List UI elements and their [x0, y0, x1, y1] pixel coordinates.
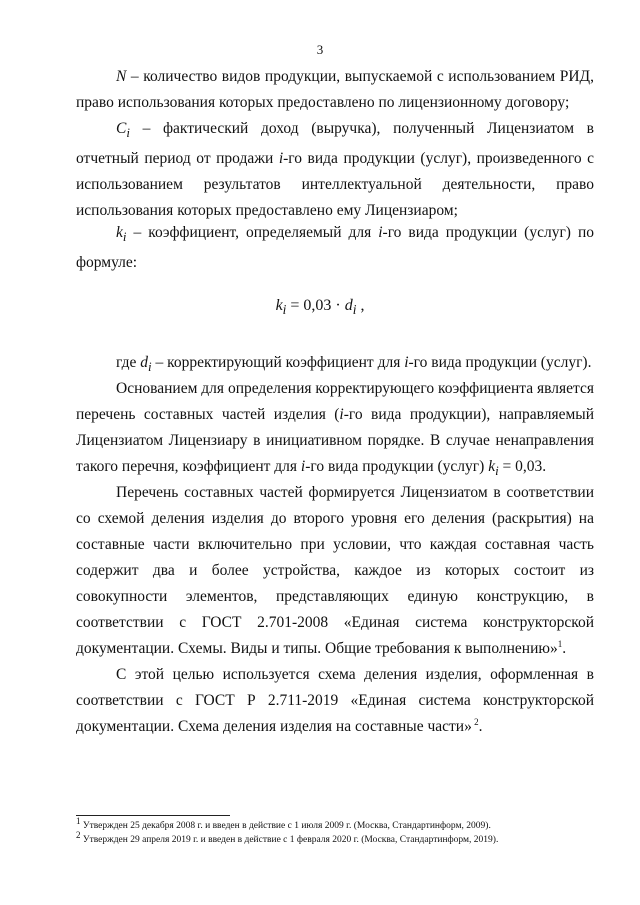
footnote-ref-1[interactable]: 1 — [557, 638, 563, 649]
paragraph-scheme — [76, 662, 594, 740]
footnote-divider — [76, 815, 230, 816]
page-number: 3 — [316, 42, 324, 57]
variable-k: k — [116, 224, 123, 241]
paragraph-basis — [76, 376, 594, 484]
paragraph-text: – корректирующий коэффициент для — [151, 354, 405, 371]
variable-i: i — [278, 150, 284, 168]
subscript-i: i — [126, 125, 130, 141]
subscript-i: i — [495, 463, 499, 479]
paragraph-text: – фактический доход (выручка), полученный Лицензиатом в отчетный период от продажи — [76, 120, 594, 168]
subscript-i: i — [122, 229, 127, 245]
paragraph-text: -го вида продукции (услуг), произведенного с использованием результатов интеллектуальной деятельности, право использования которых предоставлено ему Лицензиаром; — [76, 150, 595, 220]
paragraph-n-definition — [76, 64, 594, 116]
footnote-text: Утвержден 25 декабря 2008 г. и введен в действие с 1 июля 2009 г. (Москва, Стандартинформ, 2009). — [80, 821, 491, 831]
paragraph-end: . — [562, 640, 567, 657]
formula-ki — [0, 297, 640, 318]
paragraph-text: где — [116, 354, 141, 371]
footnote-1 — [76, 815, 596, 832]
paragraph-text: С этой целью используется схема деления изделия, оформленная в соответствии с ГОСТ Р 2.711-2019 «Единая система конструкторской документации. Схема деления изделия на составные части» — [76, 666, 594, 735]
paragraph-text: Перечень составных частей формируется Лицензиатом в соответствии со схемой деления изделия до второго уровня его деления (раскрытия) на составные части включительно при условии, что каждая составная часть содержит два и более устройства, каждое из которых состоит из совокупности элементов, представляющих единую конструкцию, в соответствии с ГОСТ 2.701-2008 «Единая система конструкторской документации. Схемы. Виды и типы. Общие требования к выполнению» — [76, 484, 594, 657]
variable-i: i — [300, 458, 306, 475]
formula-lhs: k — [275, 297, 283, 314]
variable-n: N — [116, 68, 127, 85]
variable-i: i — [378, 224, 383, 241]
paragraph-text: – коэффициент, определяемый для — [126, 224, 379, 241]
paragraph-text: Основанием для определения корректирующего коэффициента является перечень составных частей изделия ( — [76, 380, 594, 423]
variable-k: k — [488, 458, 496, 475]
subscript-i: i — [147, 359, 152, 375]
paragraph-end: . — [478, 718, 483, 735]
formula-eq: = 0,03 · — [286, 297, 345, 314]
formula-rhs: d — [344, 297, 353, 314]
formula-lhs-sub: i — [282, 302, 287, 318]
variable-c: C — [116, 120, 127, 137]
paragraph-ki-definition — [76, 220, 594, 276]
variable-d: d — [140, 354, 148, 371]
formula-tail: , — [356, 297, 365, 314]
variable-i: i — [404, 354, 409, 371]
footnote-2 — [76, 829, 596, 846]
footnote-ref-2[interactable]: 2 — [471, 716, 479, 727]
footnote-text: Утвержден 29 апреля 2019 г. и введен в действие с 1 февраля 2020 г. (Москва, Стандартинформ, 2019). — [80, 835, 499, 845]
footnote-mark: 1 — [76, 815, 81, 826]
paragraph-parts-list — [76, 480, 594, 662]
paragraph-text: -го вида продукции), направляемый Лицензиатом Лицензиару в инициативном порядке. В случае ненаправления такого перечня, коэффициент для — [76, 406, 594, 475]
paragraph-text: -го вида продукции (услуг) — [305, 458, 489, 475]
variable-i: i — [339, 406, 344, 423]
paragraph-text: -го вида продукции (услуг) по формуле: — [76, 224, 594, 272]
paragraph-text: – количество видов продукции, выпускаемой с использованием РИД, право использования которых предоставлено по лицензионному договору; — [76, 68, 594, 111]
footnote-mark: 2 — [76, 829, 81, 840]
formula-rhs-sub: i — [352, 302, 357, 318]
paragraph-text: = 0,03. — [498, 458, 547, 475]
paragraph-text: -го вида продукции (услуг). — [408, 354, 592, 371]
paragraph-ci-definition — [76, 116, 594, 224]
